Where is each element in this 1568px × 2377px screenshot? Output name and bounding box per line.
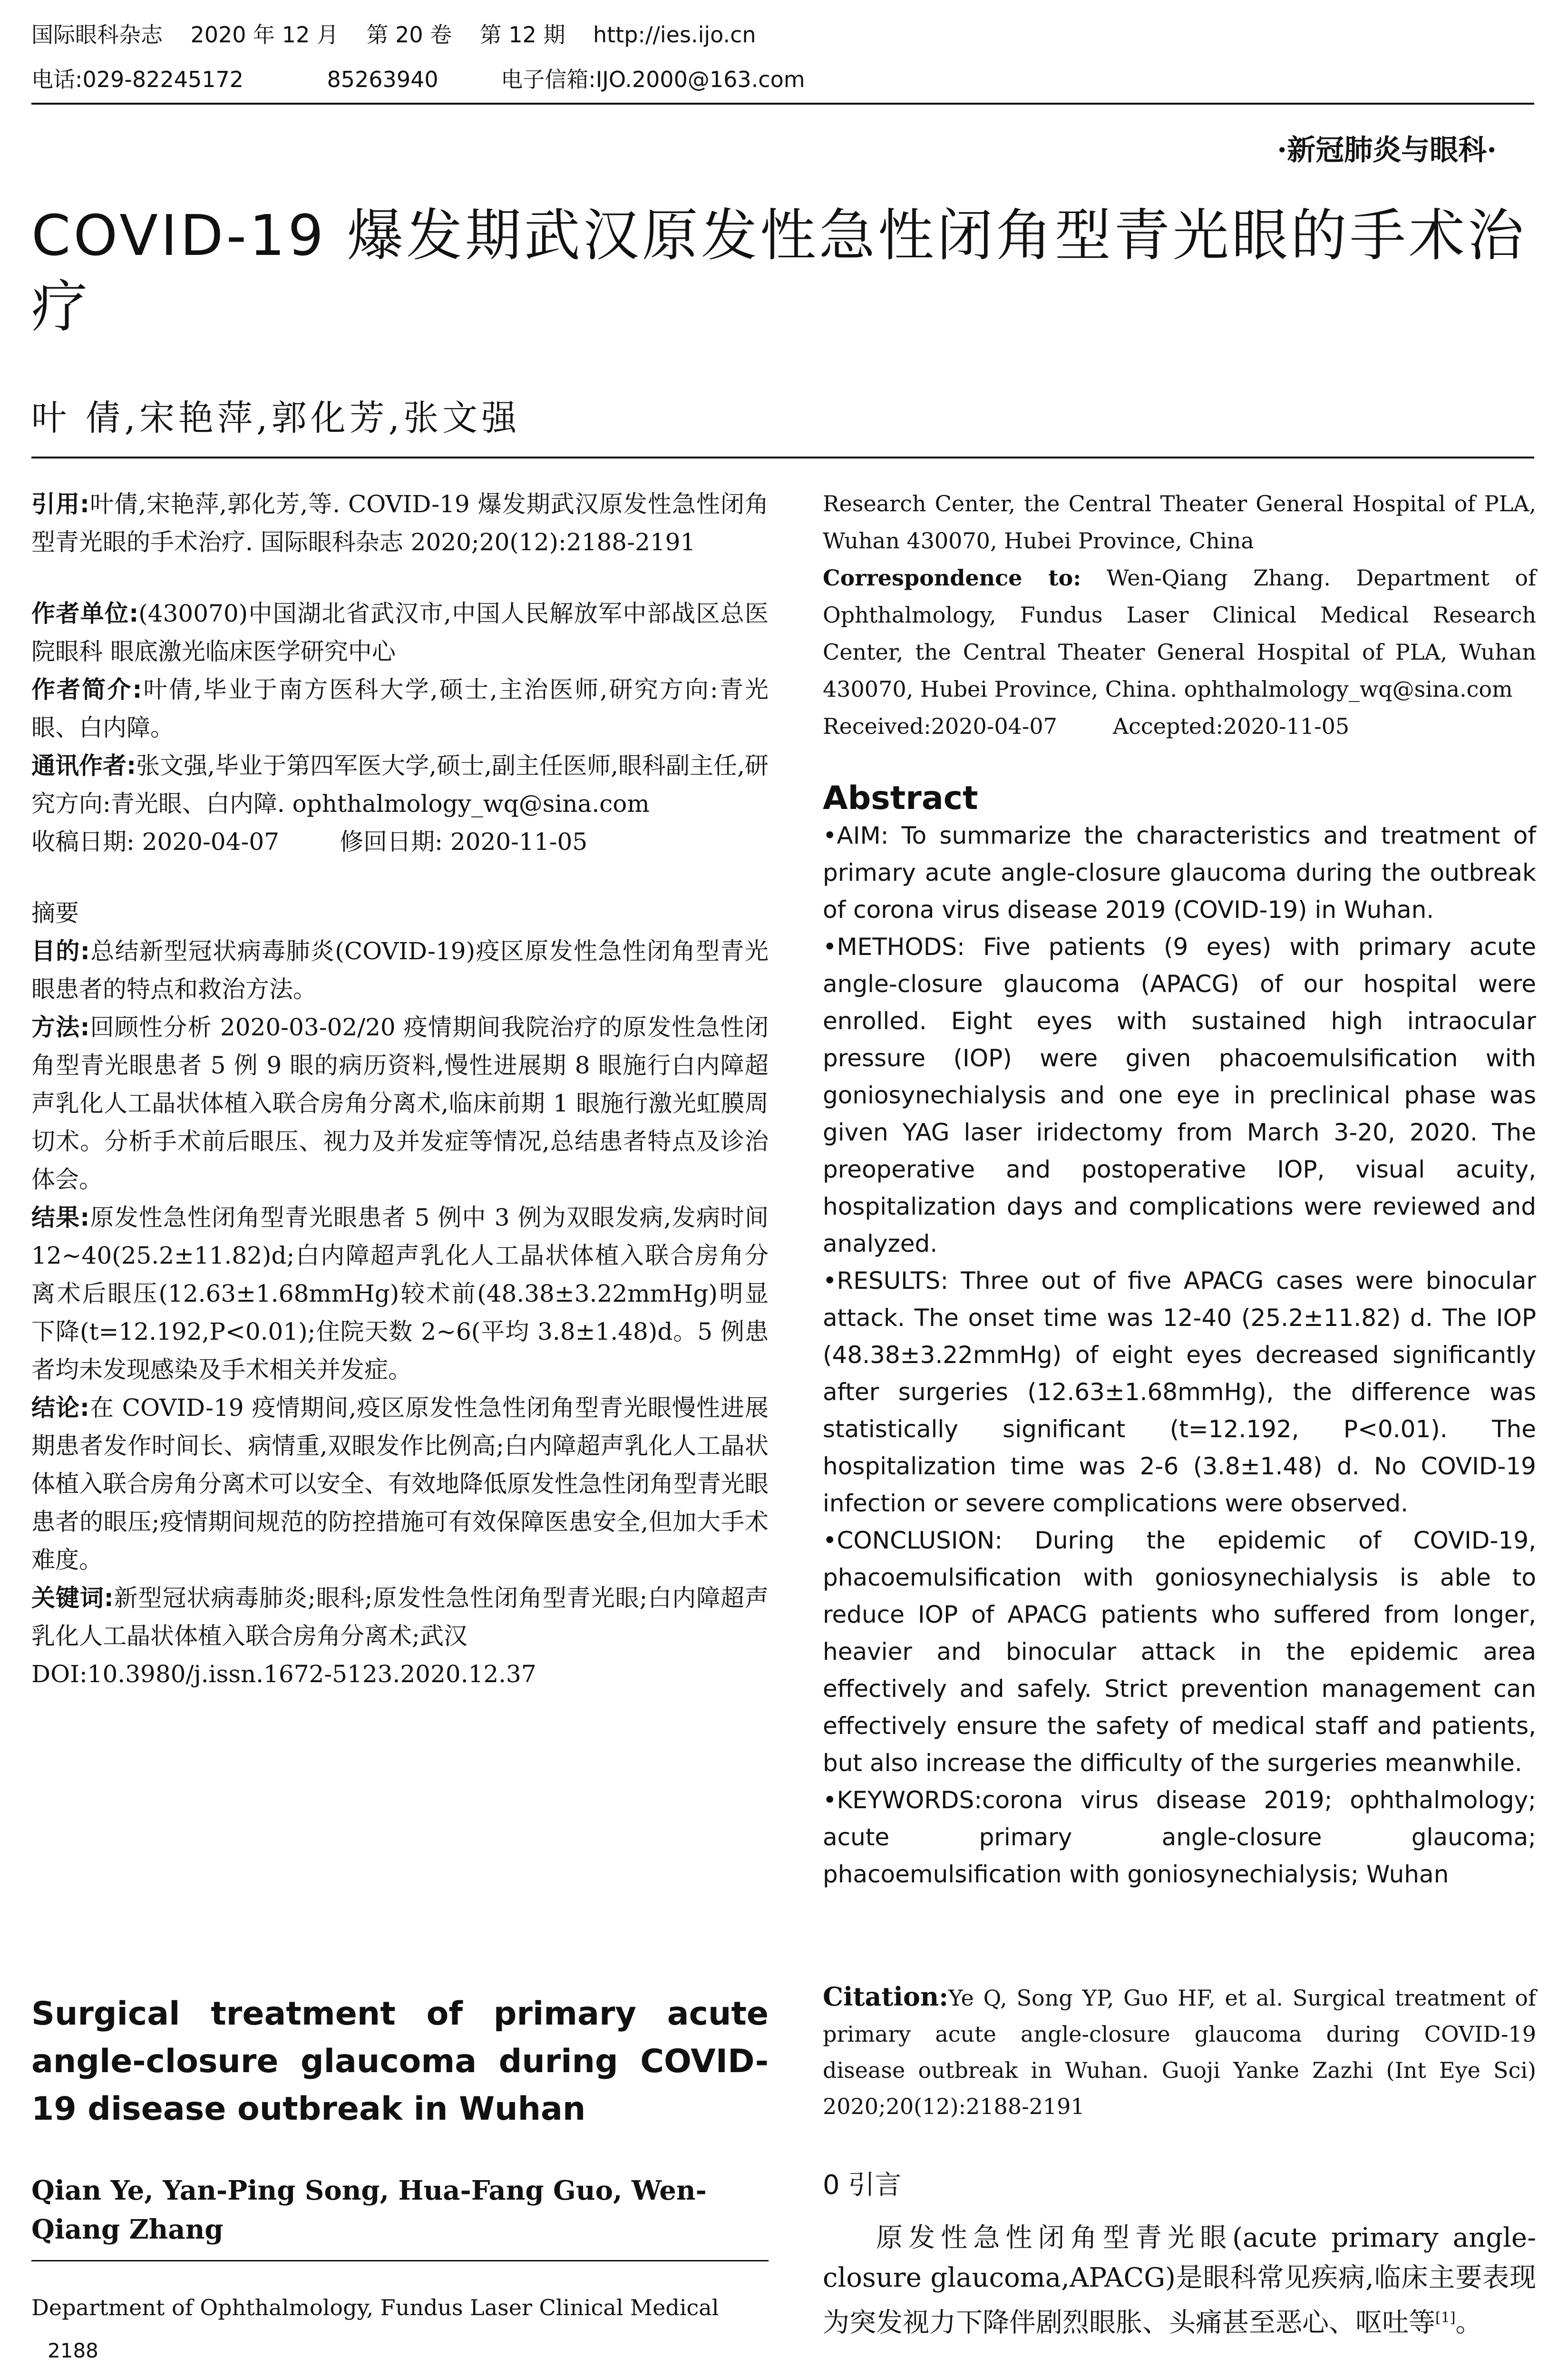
- keywords-cn: 关键词:新型冠状病毒肺炎;眼科;原发性急性闭角型青光眼;白内障超声乳化人工晶状体植入联合房角分离术;武汉: [31, 1584, 769, 1650]
- introduction: [823, 2164, 1536, 2343]
- right-affiliation-block: [823, 485, 1536, 745]
- received-en: Received:2020-04-07 Accepted:2020-11-05: [823, 713, 1350, 739]
- keywords-en: •KEYWORDS:corona virus disease 2019; ophthalmology; acute primary angle-closure glaucoma; phacoemulsification with goniosynechialysis; Wuhan: [823, 1786, 1536, 1888]
- author-affiliation: 作者单位:(430070)中国湖北省武汉市,中国人民解放军中部战区总医院眼科 眼底激光临床医学研究中心: [31, 600, 769, 665]
- methods-cn: 方法:回顾性分析 2020-03-02/20 疫情期间我院治疗的原发性急性闭角型青光眼患者 5 例 9 眼的病历资料,慢性进展期 8 眼施行白内障超声乳化人工晶状体植入联合房角分离术,临床前期 1 眼施行激光虹膜周切术。分析手术前后眼压、视力及并发症等情况,总结患者特点及诊治体会。: [31, 1013, 769, 1193]
- intro-paragraph: 原发性急性闭角型青光眼(acute primary angle-closure glaucoma,APACG)是眼科常见疾病,临床主要表现为突发视力下降伴剧烈眼胀、头痛甚至恶心、呕吐等[1]。: [823, 2222, 1536, 2338]
- citation-cn: 引用:叶倩,宋艳萍,郭化芳,等. COVID-19 爆发期武汉原发性急性闭角型青光眼的手术治疗. 国际眼科杂志 2020;20(12):2188-2191: [31, 490, 769, 556]
- left-column: [31, 485, 769, 1693]
- section-tag: ·新冠肺炎与眼科·: [1277, 134, 1497, 167]
- english-title: Surgical treatment of primary acute angle-closure glaucoma during COVID-19 disease outbreak in Wuhan: [31, 1995, 769, 2128]
- correspondence-en: Correspondence to: Wen-Qiang Zhang. Department of Ophthalmology, Fundus Laser Clinical Medical Research Center, the Central Theater General Hospital of PLA, Wuhan 430070, Hubei Province, China. ophthalmology_wq@sina.com: [823, 565, 1536, 702]
- intro-heading: 0 引言: [823, 2170, 902, 2201]
- citation-en: Citation:Ye Q, Song YP, Guo HF, et al. Surgical treatment of primary acute angle-closure glaucoma during COVID-19 disease outbreak in Wuhan. Guoji Yanke Zazhi (Int Eye Sci) 2020;20(12):2188-2191: [823, 1981, 1536, 2119]
- conclusion-cn: 结论:在 COVID-19 疫情期间,疫区原发性急性闭角型青光眼慢性进展期患者发作时间长、病情重,双眼发作比例高;白内障超声乳化人工晶状体植入联合房角分离术可以安全、有效地降低原发性急性闭角型青光眼患者的眼压;疫情期间规范的防控措施可有效保障医患安全,但加大手术难度。: [31, 1394, 769, 1574]
- department-en: Department of Ophthalmology, Fundus Laser Clinical Medical: [31, 2295, 719, 2320]
- english-authors: Qian Ye, Yan-Ping Song, Hua-Fang Guo, Wen-Qiang Zhang: [31, 2175, 707, 2245]
- corresponding-author: 通讯作者:张文强,毕业于第四军医大学,硕士,副主任医师,眼科副主任,研究方向:青光眼、白内障. ophthalmology_wq@sina.com: [31, 752, 769, 818]
- abstract-heading-en: Abstract: [823, 779, 978, 817]
- title-rule: [31, 457, 1534, 458]
- department-en-cont: Research Center, the Central Theater General Hospital of PLA, Wuhan 430070, Hubei Province, China: [823, 491, 1536, 554]
- doi: DOI:10.3980/j.issn.1672-5123.2020.12.37: [31, 1660, 536, 1688]
- aim-cn: 目的:总结新型冠状病毒肺炎(COVID-19)疫区原发性急性闭角型青光眼患者的特点和救治方法。: [31, 937, 769, 1003]
- english-abstract: [823, 780, 1536, 1893]
- author-list: 叶 倩,宋艳萍,郭化芳,张文强: [31, 398, 521, 438]
- journal-header-line1: 国际眼科杂志 2020 年 12 月 第 20 卷 第 12 期 http://ies.ijo.cn: [31, 22, 756, 48]
- header-rule: [31, 103, 1534, 105]
- aim-en: •AIM: To summarize the characteristics and treatment of primary acute angle-closure glaucoma during the outbreak of corona virus disease 2019 (COVID-19) in Wuhan.: [823, 822, 1536, 924]
- author-rule: [31, 2260, 769, 2261]
- author-bio: 作者简介:叶倩,毕业于南方医科大学,硕士,主治医师,研究方向:青光眼、白内障。: [31, 676, 769, 741]
- conclusion-en: •CONCLUSION: During the epidemic of COVID-19, phacoemulsification with goniosynechialysis is able to reduce IOP of APACG patients who suffered from longer, heavier and binocular attack in the epidemic area effectively and safely. Strict prevention management can effectively ensure the safety of medical staff and patients, but also increase the difficulty of the surgeries meanwhile.: [823, 1527, 1536, 1777]
- abstract-heading-cn: 摘要: [31, 899, 79, 927]
- article-title: COVID-19 爆发期武汉原发性急性闭角型青光眼的手术治疗: [31, 203, 1527, 340]
- results-cn: 结果:原发性急性闭角型青光眼患者 5 例中 3 例为双眼发病,发病时间 12~40(25.2±11.82)d;白内障超声乳化人工晶状体植入联合房角分离术后眼压(12.63±1.68mmHg)较术前(48.38±3.22mmHg)明显下降(t=12.192,P<0.01);住院天数 2~6(平均 3.8±1.48)d。5 例患者均未发现感染及手术相关并发症。: [31, 1204, 769, 1383]
- page-number: 2188: [48, 2339, 98, 2362]
- journal-header-line2: 电话:029-82245172 85263940 电子信箱:IJO.2000@163.com: [31, 67, 805, 92]
- received-dates: 收稿日期: 2020-04-07 修回日期: 2020-11-05: [31, 828, 588, 856]
- methods-en: •METHODS: Five patients (9 eyes) with primary acute angle-closure glaucoma (APACG) of our hospital were enrolled. Eight eyes with sustained high intraocular pressure (IOP) were given phacoemulsification with goniosynechialysis and one eye in preclinical phase was given YAG laser iridectomy from March 3-20, 2020. The preoperative and postoperative IOP, visual acuity, hospitalization days and complications were reviewed and analyzed.: [823, 933, 1536, 1257]
- results-en: •RESULTS: Three out of five APACG cases were binocular attack. The onset time was 12-40 (25.2±11.82) d. The IOP (48.38±3.22mmHg) of eight eyes decreased significantly after surgeries (12.63±1.68mmHg), the difference was statistically significant (t=12.192, P<0.01). The hospitalization time was 2-6 (3.8±1.48) d. No COVID-19 infection or severe complications were observed.: [823, 1267, 1536, 1517]
